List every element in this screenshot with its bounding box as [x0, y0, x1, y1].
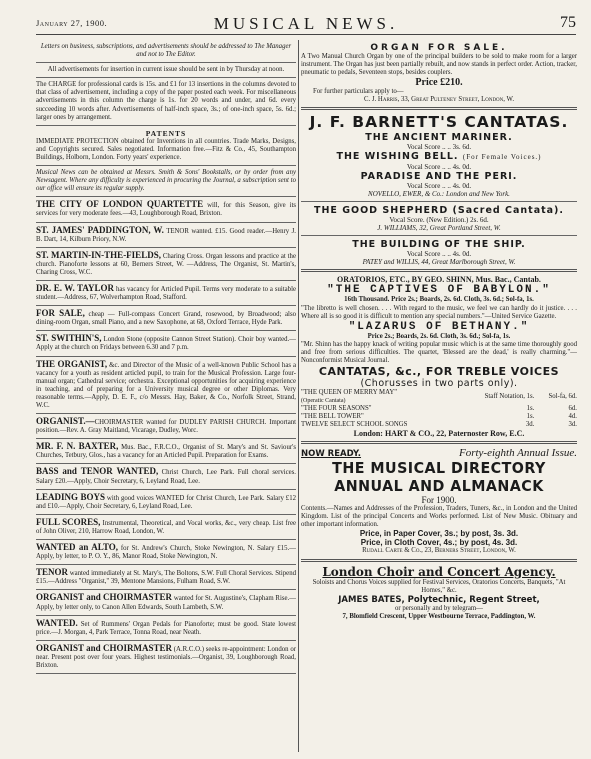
agency-mid: or personally and by telegram— [395, 604, 483, 612]
good-shepherd-publisher: J. WILLIAMS, 32, Great Portland Street, W. [377, 224, 501, 233]
ad-text: London Stone (opposite Cannon Street Station). Choir boy wanted.—Apply at the church on Fridays between 6.30 and 7 p.m. [36, 336, 296, 352]
staff-price: 1s. [526, 413, 535, 421]
cantata-name: "THE FOUR SEASONS" [301, 405, 372, 413]
classified-ads [36, 197, 296, 674]
cantata-name: "THE QUEEN OF MERRY MAY" [301, 389, 398, 397]
ad-lead: THE ORGANIST, [36, 358, 108, 369]
ad-lead: TENOR [36, 567, 69, 578]
directory-year: For 1900. [421, 495, 457, 506]
cantata-name-cell [301, 413, 460, 421]
lazarus-quote: "Mr. Shinn has the happy knack of writing popular music which is at the same time thoroughly good and free from serious difficulties. The quartet, 'Blessed are the dead,' is really charming."—Nonconformist Musical Journal. [301, 340, 577, 365]
ad-text: Mus. Bac., F.R.C.O., Organist of St. Mary's and St. Saviour's Churches, Tetbury, Glos., has a vacancy for an Articled Pupil. Preparation for Exams. [36, 444, 296, 460]
ad-lead: ORGANIST.— [36, 416, 95, 427]
ad-lead: FOR SALE, [36, 308, 85, 319]
ad-lead: ORGANIST and CHOIRMASTER [36, 592, 173, 603]
patents-body: IMMEDIATE PROTECTION obtained for Inventions in all countries. Trade Marks, Designs, and Copyrights secured. Sales negotiated. Information free.—Fitz & Co., 45, Southampton Buildings, Holborn, London. Forty years' experience. [36, 137, 296, 161]
staff-price: 3d. [525, 421, 535, 429]
building-ship-title: THE BUILDING OF THE SHIP. [352, 239, 526, 251]
oratorios-head: ORATORIOS, ETC., BY GEO. SHINN, Mus. Bac., Cantab. [337, 275, 541, 285]
agency-title: London Choir and Concert Agency. [322, 564, 556, 579]
classified-ad [36, 223, 296, 248]
issue-date: January 27, 1900. [36, 18, 108, 28]
organ-address: C. J. Harris, 33, Great Pulteney Street, London, W. [363, 96, 515, 104]
cantata-name-cell [301, 405, 460, 413]
good-shepherd-ad [301, 202, 577, 236]
staff-price: 1s. [526, 405, 535, 413]
right-column [301, 40, 577, 624]
patents-ad [36, 126, 296, 166]
classified-ad [36, 590, 296, 615]
ad-lead: DR. E. W. TAYLOR [36, 282, 115, 293]
ancient-mariner-price: Vocal Score .. .. 3s. 6d. [406, 143, 472, 152]
building-ship-publisher: PATEY and WILLIS, 44, Great Marlborough Street, W. [362, 258, 516, 267]
hart-publisher: London: HART & CO., 22, Paternoster Row, E.C. [353, 429, 525, 439]
annual-issue-label: Forty-eighth Annual Issue. [458, 447, 577, 460]
ad-text: wanted immediately at St. Mary's, The Boltons, S.W. Full Choral Services. Stipend £15.—Address "Organist," 39, Mentone Mansions, Fulham Road, S.W. [36, 570, 296, 586]
classified-ad [36, 306, 296, 331]
now-ready-label: NOW READY. [301, 449, 362, 460]
solfa-price: 3d. [568, 421, 577, 429]
ad-text: Charing Cross. Organ lessons and practice at the church. Pianoforte lessons at 60, Berners Street, W. —Address, The Organist, St. Martin's, Charing Cross, W.C. [36, 252, 296, 276]
column-divider [298, 40, 299, 752]
classified-ad [36, 565, 296, 590]
classified-ad [36, 248, 296, 281]
ad-text: Christ Church, Lee Park. Full choral services. Salary £20.—Apply, Choir Secretary, 6, Leyland Road, Lee. [36, 469, 296, 485]
page-header [36, 12, 576, 35]
classified-ad [36, 439, 296, 464]
classified-ad [36, 331, 296, 356]
ad-lead: ORGANIST and CHOIRMASTER [36, 642, 172, 653]
ad-text: Instrumental, Theoretical, and Vocal works, &c., very cheap. List free of John Oliver, 210, Harrow Road, London, W. [36, 519, 296, 535]
ad-lead: FULL SCORES, [36, 516, 101, 527]
classified-ad [36, 490, 296, 515]
captives-edition: 16th Thousand. Price 2s.; Boards, 2s. 6d. Cloth, 3s. 6d.; Sol-fa, 1s. [344, 296, 534, 304]
lazarus-title: "LAZARUS OF BETHANY." [348, 320, 530, 333]
charges-notice: The CHARGE for professional cards is 15s. and £1 for 13 insertions in the columns devoted to that class of advertisement, including a copy of the paper posted each week. For miscellaneous advertisements in this column the charge is 1s. for 20 words and under, and 6d. every succeeding 10 words after. Advertisements of half-inch space, 3s.; of one-inch space, 5s. 6d.; larger ones by arrangement. [36, 78, 296, 125]
ad-lead: WANTED an ALTO, [36, 542, 119, 553]
treble-cantatas-title: CANTATAS, &c., FOR TREBLE VOICES [318, 365, 560, 379]
barnett-cantatas-ad [301, 110, 577, 202]
captives-title: "THE CAPTIVES OF BABYLON." [327, 284, 551, 297]
organ-body: A Two Manual Church Organ by one of the principal builders to be sold to make room for a larger instrument. The Organ has just been partially rebuilt, and now stands in perfect order. Action, tracker, pneumatic to pedals, Seventeen stops, besides couplers. [301, 53, 577, 77]
classified-ad [36, 641, 296, 674]
good-shepherd-line: Vocal Score. (New Edition.) 2s. 6d. [389, 216, 489, 225]
ad-text: with good voices WANTED for Christ Church, Lee Park. Salary £12 and £10.—Apply, Choir Secretary, 6, Leyland Road, Lee. [36, 494, 296, 510]
directory-header-row [301, 447, 577, 459]
paper-cover-price: Price, in Paper Cover, 3s.; by post, 3s. 3d. [359, 529, 519, 539]
cantata-paradise-peri: PARADISE AND THE PERI. [360, 171, 518, 183]
cloth-cover-price: Price, in Cloth Cover, 4s.; by post, 4s. 3d. [360, 538, 518, 548]
wishing-bell-name: THE WISHING BELL. [336, 151, 459, 163]
cantata-wishing-bell [301, 151, 577, 163]
masthead: MUSICAL NEWS. [213, 14, 399, 33]
cantata-price-table [301, 389, 577, 429]
classified-ad [36, 197, 296, 222]
classified-ad [36, 540, 296, 565]
classified-ad [36, 357, 296, 415]
captives-quote: "The libretto is well chosen. . . . With regard to the music, we feel we can hardly do it justice. . . . Where all is so good it is difficult to mention any special numbers."—United Service Gazette. [301, 304, 577, 320]
musical-directory-ad [301, 444, 577, 561]
cantata-name: "THE BELL TOWER" [301, 413, 364, 421]
agency-body: Soloists and Chorus Voices supplied for Festival Services, Oratorios Concerts, Banquets, "At Homes," &c. [312, 578, 566, 594]
shinn-oratorios-ad [301, 272, 577, 444]
organ-sale-ad [301, 40, 577, 110]
business-notice: Letters on business, subscriptions, and advertisements should be addressed to The Manager and not to The Editor. [36, 40, 296, 63]
cantata-name-cell [301, 421, 460, 429]
ad-lead: ST. MARTIN-IN-THE-FIELDS, [36, 249, 161, 260]
solfa-price: 6d. [568, 405, 577, 413]
cantata-row [301, 413, 577, 421]
staff-price: Staff Notation, 1s. [484, 393, 535, 401]
paradise-peri-price: Vocal Score .. .. 4s. 0d. [406, 182, 472, 191]
ad-lead: LEADING BOYS [36, 491, 105, 502]
availability-notice: Musical News can be obtained at Messrs. Smith & Sons' Bookstalls, or by order from any Newsagent. Where any difficulty is experienced in procuring the Journal, a subscription sent to our office will ensure its regular supply. [36, 166, 296, 197]
cantata-row [301, 405, 577, 413]
building-ship-ad [301, 236, 577, 272]
wishing-bell-price: Vocal Score .. .. 4s. 0d. [406, 163, 472, 172]
ad-text: for St. Andrew's Church, Stoke Newington, N. Salary £15.—Apply, by letter, to P. O. Y., 86, Manor Road, Stoke Newington, N. [36, 545, 296, 561]
classified-ad [36, 464, 296, 489]
cantata-row [301, 421, 577, 429]
ad-text: Set of Rummens' Organ Pedals for Pianoforte; must be good. State lowest price.—J. Morgan, 4, Park Terrace, Tonna Road, near Neath. [36, 620, 296, 636]
agency-address: 7, Blomfield Crescent, Upper Westbourne Terrace, Paddington, W. [342, 612, 536, 620]
classified-ad [36, 414, 296, 439]
ad-lead: WANTED. [36, 617, 78, 628]
ad-lead: MR. F. N. BAXTER, [36, 441, 119, 452]
left-column [36, 40, 296, 674]
cantata-row [301, 389, 577, 405]
patents-title: PATENTS [145, 128, 187, 138]
treble-cantatas-sub: (Chorusses in two parts only). [360, 378, 518, 390]
organ-price: Price £210. [415, 77, 463, 89]
cantata-name-cell [301, 389, 460, 405]
cantata-name: TWELVE SELECT SCHOOL SONGS [301, 421, 408, 429]
organ-title: ORGAN FOR SALE. [370, 43, 508, 53]
agency-name: JAMES BATES, Polytechnic, Regent Street, [338, 594, 540, 605]
cantata-subtitle: (Operatic Cantata) [301, 398, 346, 405]
ad-text: has vacancy for Articled Pupil. Terms very moderate to a suitable student.—Address, 67, Wolverhampton Road, Stafford. [36, 285, 296, 302]
cantata-ancient-mariner: THE ANCIENT MARINER. [365, 132, 513, 144]
ad-lead: THE CITY OF LONDON QUARTETTE [36, 199, 204, 210]
classified-ad [36, 616, 296, 641]
directory-title-2: ANNUAL AND ALMANACK [334, 477, 544, 496]
ad-text: CHOIRMASTER wanted for DUDLEY PARISH CHURCH. Important position.—Rev. A. Gray Maitland, Vicarage, Dudley, Worc. [36, 419, 296, 435]
choir-agency-ad [301, 562, 577, 624]
deadline-notice: All advertisements for insertion in current issue should be sent in by Thursday at noon. [36, 63, 296, 78]
lazarus-price: Price 2s.; Boards, 2s. 6d. Cloth, 3s. 6d.; Sol-fa, 1s. [367, 332, 511, 340]
ad-text: &c. and Director of the Music of a well-known Public School has a vacancy for a youth as resident articled pupil, to train for the Musical Profession. Large four-manual organ; Cathedral service; orchestra. Exceptional opportunities for acquiring experience in teaching, and of preparing for a University musical degree or other Diplomas. Very reasonable terms.—Apply, D. E. F., c/o Messrs. Hay, Baker, & Co., Norfolk Street, Strand, W.C. [36, 361, 296, 409]
ad-lead: ST. SWITHIN'S, [36, 333, 102, 344]
ad-text: wanted for St. Augustine's, Clapham Rise.—Apply, by letter only, to Canon Allen Edwards, South Lambeth, S.W. [36, 595, 296, 611]
page-number: 75 [560, 14, 576, 31]
ad-text: TENOR wanted. £15. Good reader.—Henry J. B. Dart, 14, Kilburn Priory, N.W. [36, 227, 296, 243]
classified-ad [36, 281, 296, 306]
solfa-price: Sol-fa, 6d. [548, 393, 577, 401]
wishing-bell-note: (For Female Voices.) [462, 153, 542, 162]
directory-title-1: THE MUSICAL DIRECTORY [332, 459, 546, 478]
ad-text: will, for this Season, give its services for very moderate fees.—43, Loughborough Road, Brixton. [36, 202, 296, 218]
ad-lead: BASS and TENOR WANTED, [36, 466, 159, 477]
ad-text: cheap — Full-compass Concert Grand, rosewood, by Broadwood; also dining-room Organ, small Piano, and a new Saxophone, at 68, Oxford Terrace, Hyde Park. [36, 311, 296, 327]
good-shepherd-title: THE GOOD SHEPHERD (Sacred Cantata). [313, 205, 565, 217]
barnett-title: J. F. BARNETT'S CANTATAS. [309, 113, 569, 132]
directory-publisher: Rudall Carte & Co., 23, Berners Street, London, W. [362, 547, 516, 555]
ad-text: (A.R.C.O.) seeks re-appointment: London or near. Present post over four years. Highest testimonials.—Organist, 39, Loughborough Road, Brixton. [36, 645, 296, 669]
building-ship-line: Vocal Score .. .. 4s. 0d. [406, 250, 472, 259]
ad-lead: ST. JAMES' PADDINGTON, W. [36, 224, 164, 235]
barnett-publisher: NOVELLO, EWER, & Co.: London and New York. [368, 190, 510, 199]
classified-ad [36, 515, 296, 540]
solfa-price: 4d. [568, 413, 577, 421]
organ-apply: For further particulars apply to— [313, 88, 404, 96]
directory-contents: Contents.—Names and Addresses of the Profession, Traders, Tuners, &c., in London and the United Kingdom. List of the principal Concerts and Works performed. List of New Music. Obituary and other important information. [301, 505, 577, 529]
